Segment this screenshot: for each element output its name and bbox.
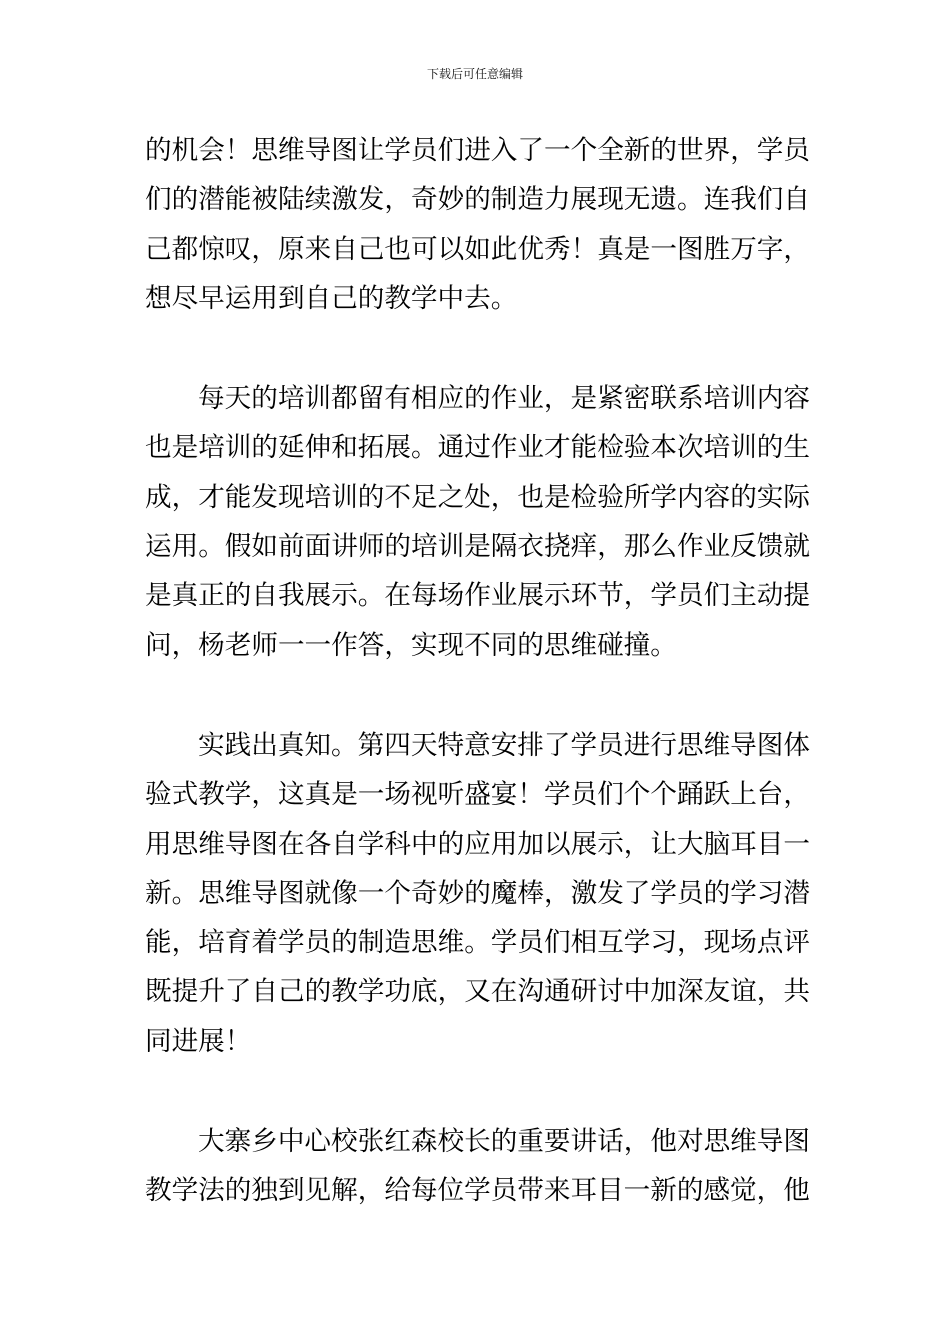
page-header: 下载后可任意编辑 [426, 67, 523, 81]
paragraph-practice: 实践出真知。第四天特意安排了学员进行思维导图体验式教学，这真是一场视听盛宴！学员们个个踊跃上台，用思维导图在各自学科中的应用加以展示，让大脑耳目一新。思维导图就像一个奇妙的魔棒，激发了学员的学习潜能，培育着学员的制造思维。学员们相互学习，现场点评既提升了自己的教学功底，又在沟通研讨中加深友谊，共同进展！ [145, 729, 810, 1057]
paragraph-homework: 每天的培训都留有相应的作业，是紧密联系培训内容也是培训的延伸和拓展。通过作业才能检验本次培训的生成，才能发现培训的不足之处，也是检验所学内容的实际运用。假如前面讲师的培训是隔衣挠痒，那么作业反馈就是真正的自我展示。在每场作业展示环节，学员们主动提问，杨老师一一作答，实现不同的思维碰撞。 [145, 383, 810, 661]
paragraph-principal-speech: 大寨乡中心校张红森校长的重要讲话，他对思维导图教学法的独到见解，给每位学员带来耳目一新的感觉，他 [145, 1126, 810, 1207]
document-body [145, 126, 810, 1216]
paragraph-continuation: 的机会！思维导图让学员们进入了一个全新的世界，学员们的潜能被陆续激发，奇妙的制造力展现无遗。连我们自己都惊叹，原来自己也可以如此优秀！真是一图胜万字，想尽早运用到自己的教学中去。 [145, 135, 810, 314]
